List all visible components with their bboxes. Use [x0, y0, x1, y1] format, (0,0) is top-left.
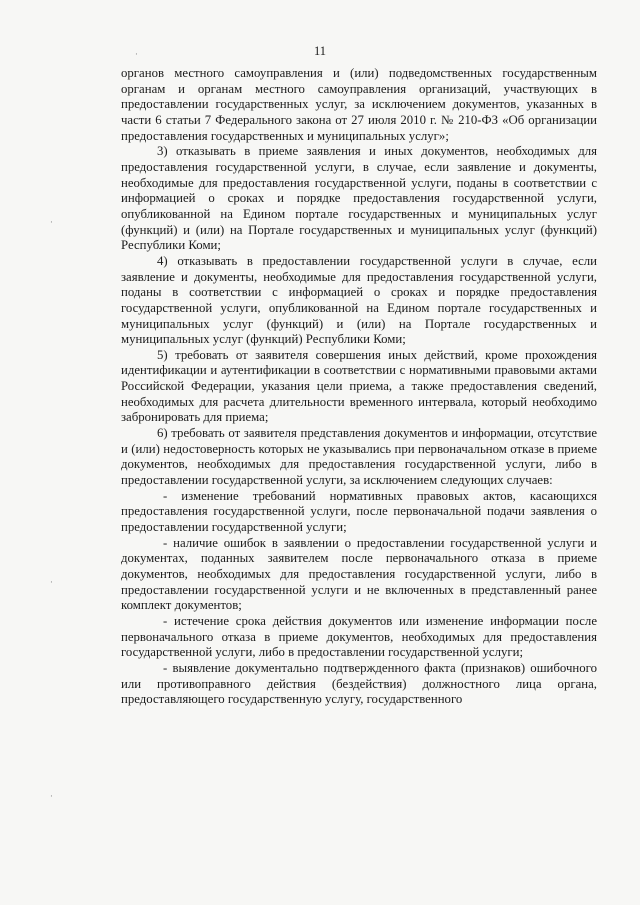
document-body [121, 66, 597, 708]
paragraph-exception-3: - истечение срока действия документов или изменение информации после первоначального отказа в приеме документов, необходимых для предоставления государственной услуги, либо в предоставлении государственной услуги; [121, 613, 597, 660]
scan-mark: · [50, 578, 53, 588]
paragraph-continuation: органов местного самоуправления и (или) подведомственных государственным органам и органам местного самоуправления организаций, участвующих в предоставлении государственных услуг, за исключением документов, указанных в части 6 статьи 7 Федерального закона от 27 июля 2010 г. № 210-ФЗ «Об организации предоставления государственных и муниципальных услуг»; [121, 66, 597, 143]
scan-mark: · [135, 50, 138, 60]
paragraph-item-6: 6) требовать от заявителя представления документов и информации, отсутствие и (или) недостоверность которых не указывались при первоначальном отказе в приеме документов, необходимых для предоставления государственной услуги, либо в предоставлении государственной услуги, за исключением следующих случаев: [121, 426, 597, 488]
paragraph-item-5: 5) требовать от заявителя совершения иных действий, кроме прохождения идентификации и аутентификации в соответствии с нормативными правовыми актами Российской Федерации, указания цели приема, а также предоставления сведений, необходимых для расчета длительности временного интервала, который необходимо забронировать для приема; [121, 347, 597, 425]
paragraph-item-3: 3) отказывать в приеме заявления и иных документов, необходимых для предоставления государственной услуги, в случае, если заявление и документы, необходимые для предоставления государственной услуги, поданы в соответствии с информацией о сроках и порядке предоставления государственной услуги, опубликованной на Едином портале государственных и муниципальных услуг (функций) и (или) на Портале государственных и муниципальных услуг (функций) Республики Коми; [121, 144, 597, 253]
paragraph-exception-4: - выявление документально подтвержденного факта (признаков) ошибочного или противоправного действия (бездействия) должностного лица органа, предоставляющего государственную услугу, государственного [121, 660, 597, 707]
paragraph-exception-2: - наличие ошибок в заявлении о предоставлении государственной услуги и документах, поданных заявителем после первоначального отказа в приеме документов, необходимых для предоставления государственной услуги, либо в предоставлении государственной услуги и не включенных в представленный ранее комплект документов; [121, 535, 597, 613]
paragraph-exception-1: - изменение требований нормативных правовых актов, касающихся предоставления государственной услуги, после первоначальной подачи заявления о предоставлении государственной услуги; [121, 488, 597, 535]
page-number: 11 [313, 44, 327, 58]
scan-mark: · [50, 792, 53, 802]
scan-mark: · [50, 218, 53, 228]
paragraph-item-4: 4) отказывать в предоставлении государственной услуги в случае, если заявление и документы, необходимые для предоставления государственной услуги, поданы в соответствии с информацией о сроках и порядке предоставления государственной услуги, опубликованной на Едином портале государственных и муниципальных услуг (функций) и (или) на Портале государственных и муниципальных услуг (функций) Республики Коми; [121, 253, 597, 347]
